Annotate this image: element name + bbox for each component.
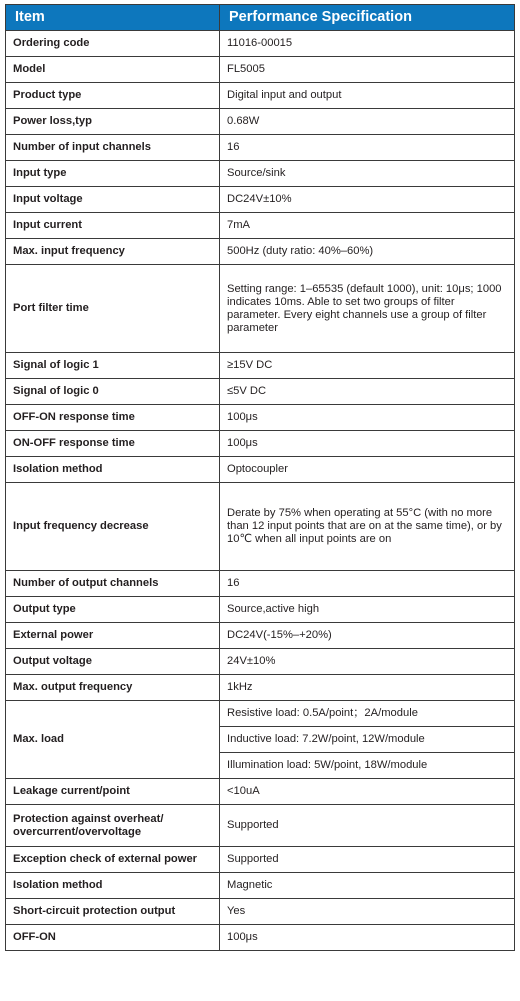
- row-spec-value: Yes: [220, 899, 515, 925]
- row-spec-value: Supported: [220, 847, 515, 873]
- row-spec-value: Optocoupler: [220, 457, 515, 483]
- row-item-label: Input voltage: [6, 187, 220, 213]
- table-row: [6, 353, 515, 379]
- row-spec-value: 0.68W: [220, 109, 515, 135]
- table-row: [6, 457, 515, 483]
- row-item-label: Max. output frequency: [6, 675, 220, 701]
- row-item-label: OFF-ON response time: [6, 405, 220, 431]
- table-row: [6, 675, 515, 701]
- row-item-label: Max. input frequency: [6, 239, 220, 265]
- row-item-label: Number of output channels: [6, 571, 220, 597]
- table-row: [6, 135, 515, 161]
- row-item-label: Input type: [6, 161, 220, 187]
- row-item-label: Output voltage: [6, 649, 220, 675]
- table-row: [6, 701, 515, 727]
- row-item-label: Input current: [6, 213, 220, 239]
- row-spec-value: DC24V±10%: [220, 187, 515, 213]
- row-item-label: Port filter time: [6, 265, 220, 353]
- row-spec-value: Magnetic: [220, 873, 515, 899]
- table-row: [6, 623, 515, 649]
- row-spec-value: 1kHz: [220, 675, 515, 701]
- row-item-label: Product type: [6, 83, 220, 109]
- row-spec-value: Source,active high: [220, 597, 515, 623]
- row-item-label: Exception check of external power: [6, 847, 220, 873]
- table-row: [6, 899, 515, 925]
- row-spec-value: Illumination load: 5W/point, 18W/module: [220, 753, 515, 779]
- row-spec-value: Supported: [220, 805, 515, 847]
- row-spec-value: Inductive load: 7.2W/point, 12W/module: [220, 727, 515, 753]
- row-spec-value: 11016-00015: [220, 31, 515, 57]
- row-item-label: Power loss,typ: [6, 109, 220, 135]
- table-row: [6, 597, 515, 623]
- row-item-label: Number of input channels: [6, 135, 220, 161]
- row-spec-value: DC24V(-15%–+20%): [220, 623, 515, 649]
- table-row: [6, 109, 515, 135]
- row-spec-value: Source/sink: [220, 161, 515, 187]
- table-row: [6, 779, 515, 805]
- row-item-label: Protection against overheat/ overcurrent/overvoltage: [6, 805, 220, 847]
- row-item-label: Signal of logic 0: [6, 379, 220, 405]
- row-spec-value: ≤5V DC: [220, 379, 515, 405]
- table-row: [6, 265, 515, 353]
- row-spec-value: 16: [220, 571, 515, 597]
- table-row: [6, 187, 515, 213]
- row-item-label: Output type: [6, 597, 220, 623]
- spec-table-body: [6, 31, 515, 951]
- table-row: [6, 31, 515, 57]
- table-row: [6, 483, 515, 571]
- row-spec-value: 100μs: [220, 431, 515, 457]
- table-row: [6, 847, 515, 873]
- row-spec-value: ≥15V DC: [220, 353, 515, 379]
- row-item-label: ON-OFF response time: [6, 431, 220, 457]
- header-spec: Performance Specification: [220, 5, 515, 31]
- row-item-label: Model: [6, 57, 220, 83]
- row-item-label: Ordering code: [6, 31, 220, 57]
- row-item-label: Leakage current/point: [6, 779, 220, 805]
- table-row: [6, 571, 515, 597]
- row-spec-value: Setting range: 1–65535 (default 1000), unit: 10μs; 1000 indicates 10ms. Able to set two groups of filter parameter. Every eight channels use a group of filter parameter: [220, 265, 515, 353]
- row-item-label: Isolation method: [6, 873, 220, 899]
- row-item-label: Isolation method: [6, 457, 220, 483]
- row-item-label: Signal of logic 1: [6, 353, 220, 379]
- row-spec-value: <10uA: [220, 779, 515, 805]
- row-item-label: External power: [6, 623, 220, 649]
- row-spec-value: 7mA: [220, 213, 515, 239]
- table-row: [6, 805, 515, 847]
- table-row: [6, 83, 515, 109]
- row-spec-value: 100μs: [220, 405, 515, 431]
- table-row: [6, 649, 515, 675]
- row-spec-value: 16: [220, 135, 515, 161]
- row-spec-value: 100μs: [220, 925, 515, 951]
- row-spec-value: Digital input and output: [220, 83, 515, 109]
- table-row: [6, 161, 515, 187]
- table-row: [6, 925, 515, 951]
- row-spec-value: 24V±10%: [220, 649, 515, 675]
- row-spec-value: Resistive load: 0.5A/point；2A/module: [220, 701, 515, 727]
- table-header-row: [6, 5, 515, 31]
- row-spec-value: FL5005: [220, 57, 515, 83]
- spec-table: [5, 4, 515, 951]
- row-item-label: OFF-ON: [6, 925, 220, 951]
- row-item-label: Input frequency decrease: [6, 483, 220, 571]
- table-row: [6, 379, 515, 405]
- table-row: [6, 431, 515, 457]
- row-spec-value: 500Hz (duty ratio: 40%–60%): [220, 239, 515, 265]
- row-item-label: Max. load: [6, 701, 220, 779]
- table-row: [6, 239, 515, 265]
- row-spec-value: Derate by 75% when operating at 55°C (with no more than 12 input points that are on at the same time), or by 10℃ when all input points are on: [220, 483, 515, 571]
- table-row: [6, 873, 515, 899]
- table-row: [6, 213, 515, 239]
- row-item-label: Short-circuit protection output: [6, 899, 220, 925]
- header-item: Item: [6, 5, 220, 31]
- table-row: [6, 405, 515, 431]
- table-row: [6, 57, 515, 83]
